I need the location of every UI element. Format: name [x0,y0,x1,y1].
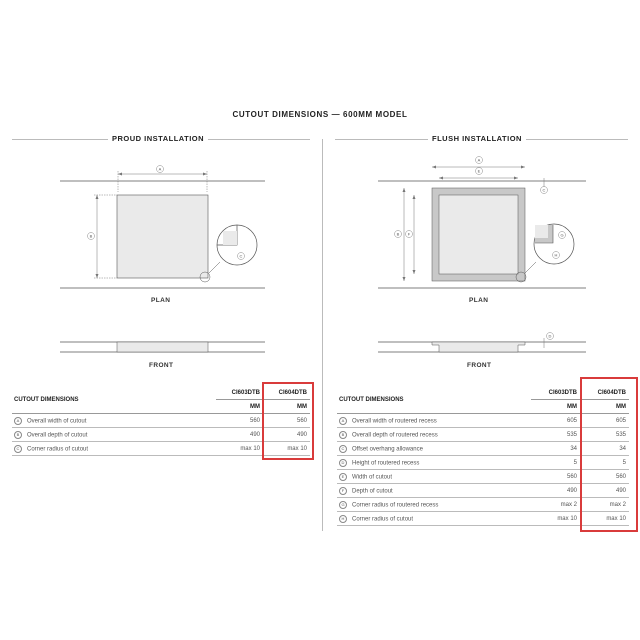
flush-offset-letter: C [542,187,546,193]
proud-depth-letter: B [89,233,93,239]
row-value: 560 [531,470,580,484]
proud-model-2: CI604DTB [263,386,310,400]
proud-highlight-box [262,382,314,460]
flush-section-title: FLUSH INSTALLATION [428,134,526,143]
flush-plan-caption: PLAN [469,297,489,304]
row-value: 535 [580,428,629,442]
flush-unit-2: MM [580,400,629,414]
proud-front-diagram [55,335,270,360]
row-letter: C [339,445,347,453]
proud-plan-caption: PLAN [151,297,171,304]
flush-plan-diagram [376,152,591,297]
row-label: Corner radius of cutout [352,516,414,523]
row-label: Overall width of cutout [27,418,87,425]
flush-highlight-box [580,377,638,532]
row-letter: F [339,487,347,495]
row-label: Overall depth of routered recess [352,432,438,439]
row-value: max 2 [531,498,580,512]
flush-table-header-label: CUTOUT DIMENSIONS [337,386,531,414]
proud-unit-1: MM [216,400,263,414]
row-value: 34 [531,442,580,456]
row-label: Overall width of routered recess [352,418,437,425]
proud-front-caption: FRONT [149,362,174,369]
row-value: max 10 [263,442,310,456]
row-letter: A [339,417,347,425]
row-label: Offset overhang allowance [352,446,423,453]
row-label: Width of cutout [352,474,393,481]
row-letter: C [14,445,22,453]
row-label: Corner radius of cutout [27,446,89,453]
flush-cutout-width-letter: E [477,168,481,174]
row-letter: A [14,417,22,425]
row-letter: H [339,515,347,523]
flush-height-letter: D [548,333,552,339]
proud-model-1: CI603DTB [216,386,263,400]
row-value: 535 [531,428,580,442]
row-value: 490 [216,428,263,442]
flush-unit-1: MM [531,400,580,414]
row-value: 34 [580,442,629,456]
flush-front-caption: FRONT [467,362,492,369]
row-value: 490 [263,428,310,442]
row-label: Overall depth of cutout [27,432,88,439]
flush-cutout-depth-letter: F [407,231,411,237]
flush-recess-depth-letter: B [396,231,400,237]
row-value: max 2 [580,498,629,512]
flush-corner-cutout-letter: H [554,252,558,258]
row-letter: D [339,459,347,467]
row-value: 490 [531,484,580,498]
flush-model-1: CI603DTB [531,386,580,400]
row-letter: G [339,501,347,509]
row-label: Corner radius of routered recess [352,502,439,509]
row-value: max 10 [580,512,629,526]
row-value: 490 [580,484,629,498]
row-letter: B [339,431,347,439]
column-divider [322,139,323,531]
row-value: 605 [580,414,629,428]
flush-model-2: CI604DTB [580,386,629,400]
proud-section-title: PROUD INSTALLATION [108,134,208,143]
row-label: Height of routered recess [352,460,420,467]
proud-width-letter: A [158,166,162,172]
proud-radius-letter: C [239,253,243,259]
row-label: Depth of cutout [352,488,393,495]
flush-front-diagram [376,328,591,358]
row-value: max 10 [531,512,580,526]
row-value: 5 [531,456,580,470]
flush-corner-recess-letter: G [560,232,564,238]
page-title: CUTOUT DIMENSIONS — 600MM MODEL [232,110,408,119]
row-value: 605 [531,414,580,428]
row-value: max 10 [216,442,263,456]
row-value: 5 [580,456,629,470]
proud-plan-diagram [55,160,270,295]
row-letter: E [339,473,347,481]
row-value: 560 [580,470,629,484]
proud-table-header-label: CUTOUT DIMENSIONS [12,386,216,414]
flush-recess-width-letter: A [477,157,481,163]
row-value: 560 [263,414,310,428]
row-letter: B [14,431,22,439]
proud-unit-2: MM [263,400,310,414]
row-value: 560 [216,414,263,428]
